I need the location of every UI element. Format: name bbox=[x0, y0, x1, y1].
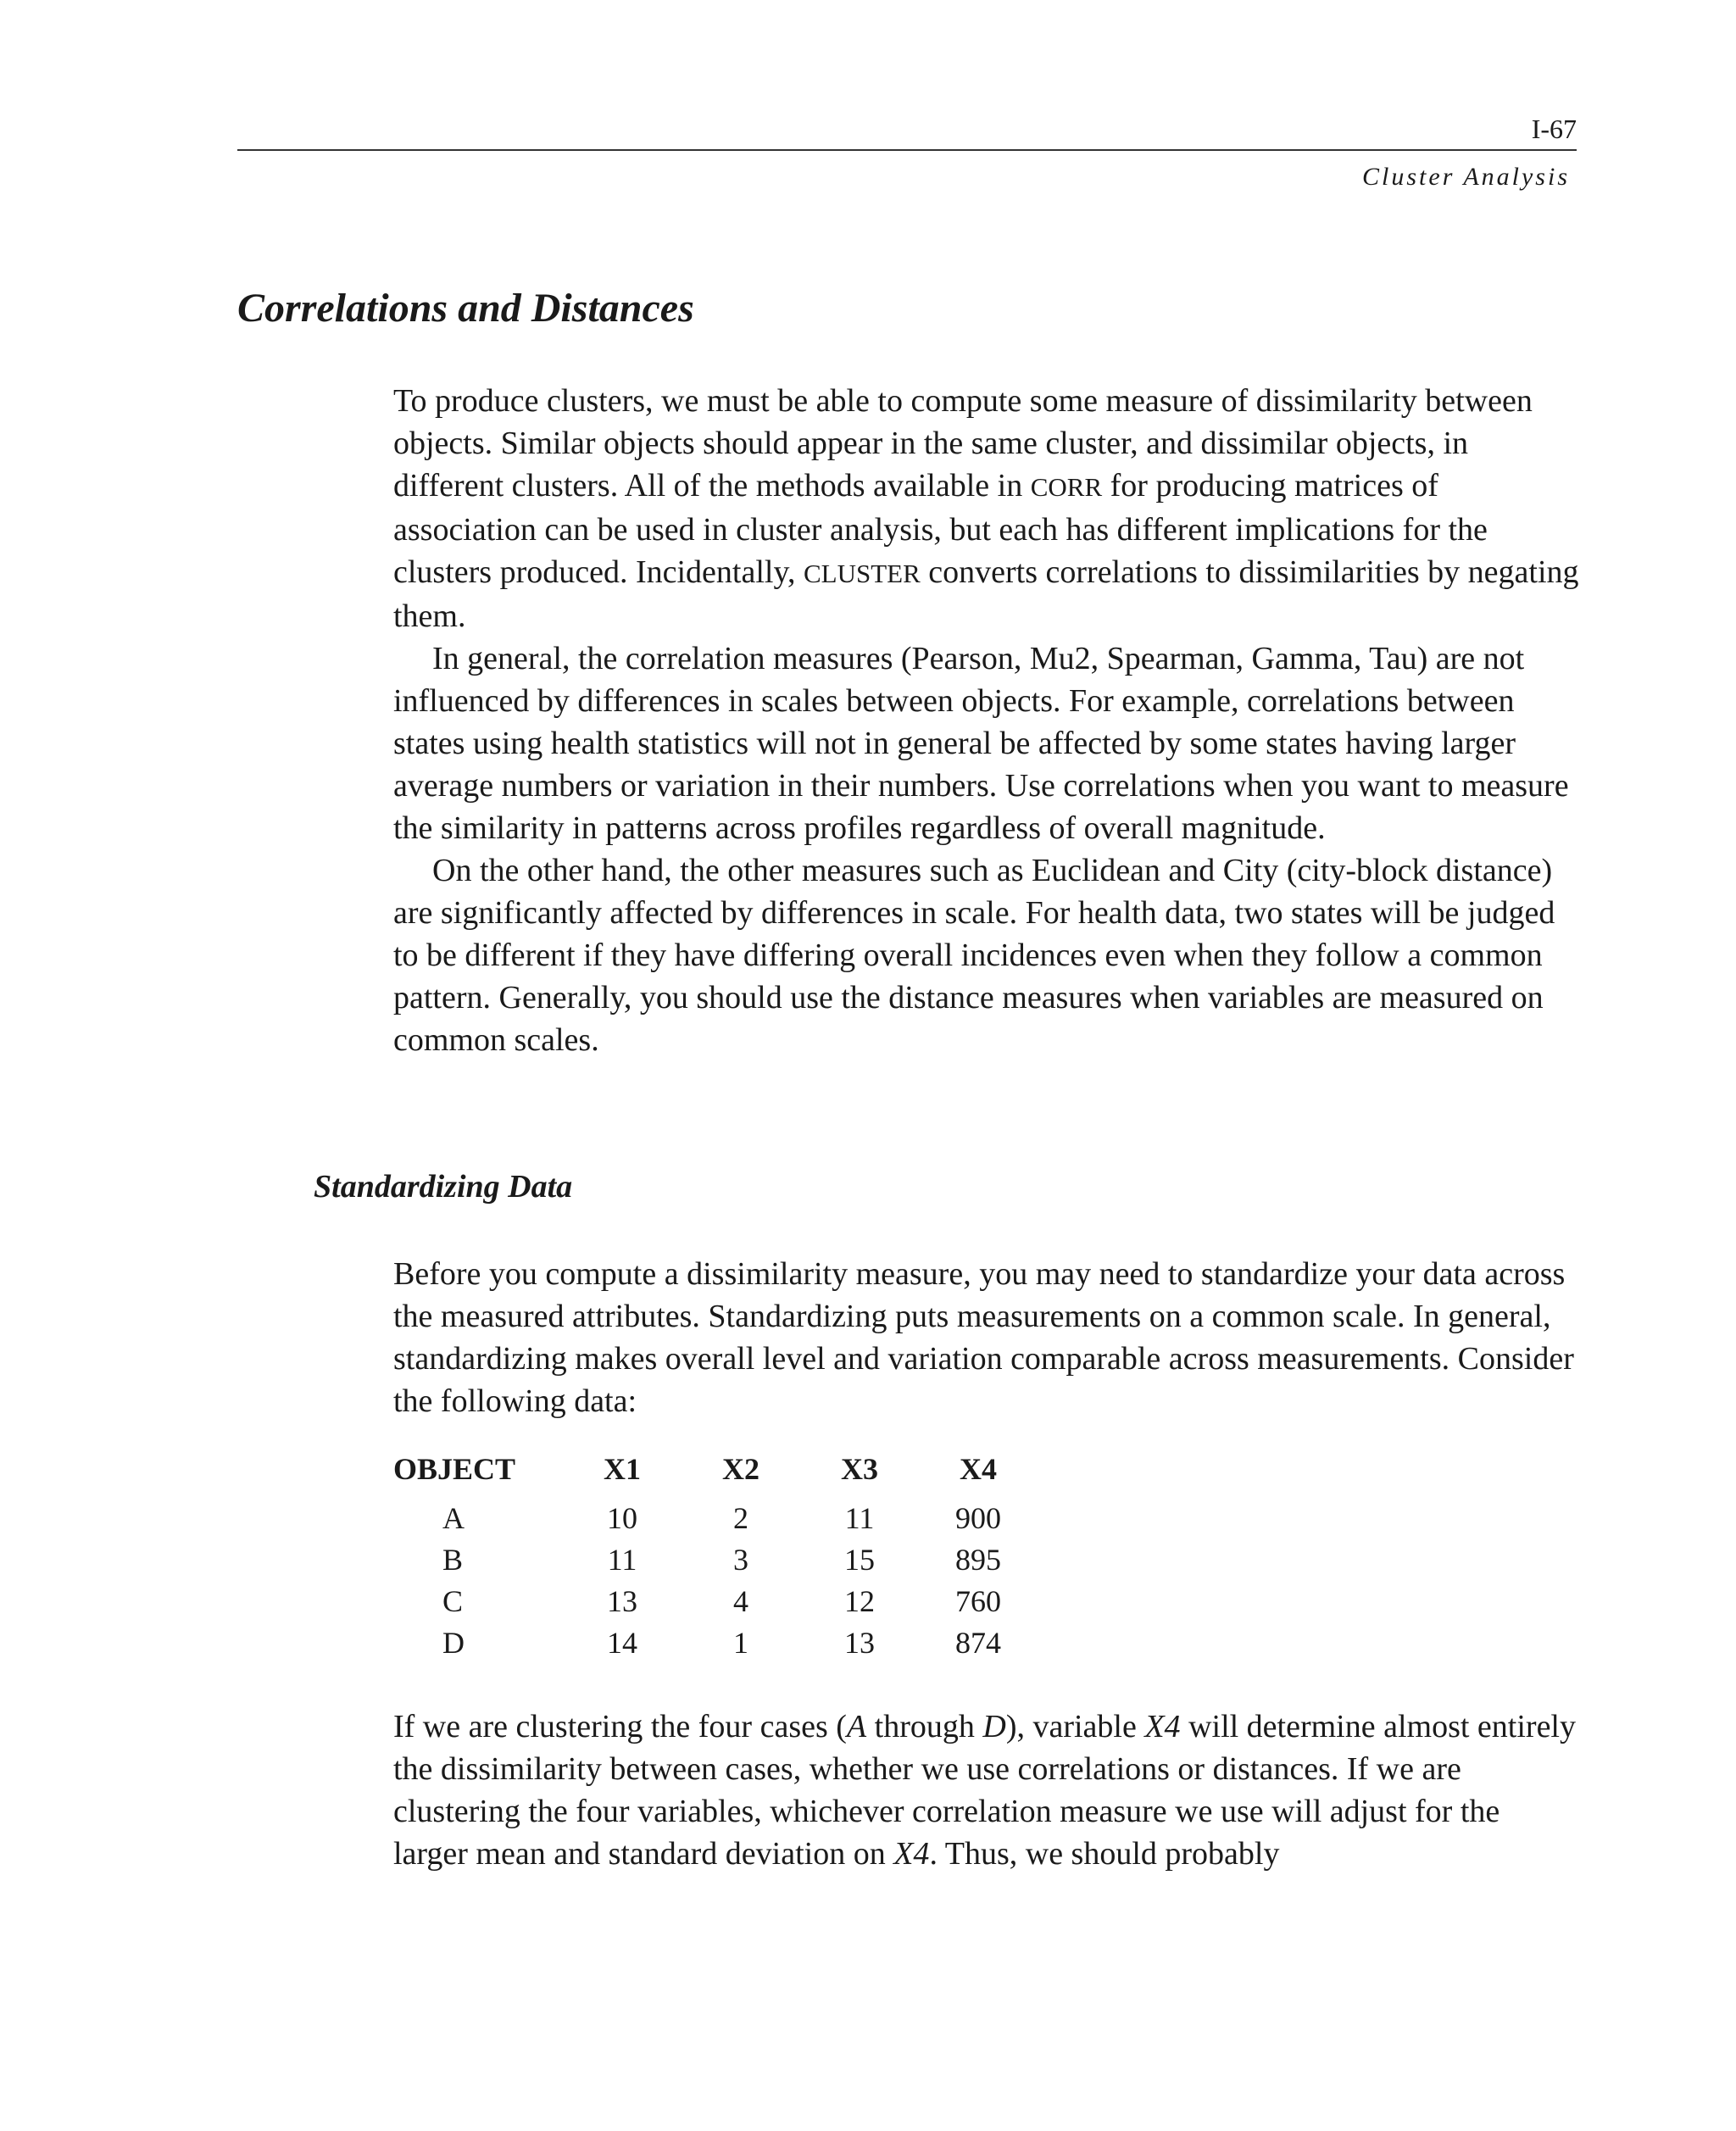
command-corr: CORR bbox=[1030, 472, 1103, 502]
table-cell: 11 bbox=[844, 1501, 875, 1535]
column-header-object: OBJECT bbox=[393, 1452, 516, 1486]
variable-x4-italic: X4 bbox=[893, 1836, 930, 1872]
table-cell: B bbox=[442, 1543, 464, 1577]
table-cell: 12 bbox=[844, 1584, 875, 1618]
section-title: Correlations and Distances bbox=[237, 286, 694, 331]
table-row bbox=[393, 1542, 1038, 1583]
paragraph-distances: On the other hand, the other measures such as Euclidean and City (city-block distance) are significantly affected by differences in scale. For health data, two states will be judged to be different if they have differing overall incidences even when they follow a common pattern. Generally, you should use the distance measures when variables are measured on common scales. bbox=[393, 853, 1555, 1058]
table-cell: 13 bbox=[844, 1626, 875, 1660]
column-header-x1: X1 bbox=[604, 1452, 641, 1486]
table-cell: 900 bbox=[955, 1501, 1001, 1535]
paragraph-clustering: If we are clustering the four cases (A through D), variable X4 will determine almost entirely the dissimilarity between cases, whether we use correlations or distances. If we are clustering the four variables, whichever correlation measure we use will adjust for the larger mean and standard deviation on X4. Thus, we should probably bbox=[393, 1709, 1576, 1872]
case-d-italic: D bbox=[982, 1709, 1006, 1744]
table-cell: 13 bbox=[607, 1584, 637, 1618]
paragraph-correlations: In general, the correlation measures (Pearson, Mu2, Spearman, Gamma, Tau) are not influenced by differences in scales between objects. For example, correlations between states using health statistics will not in general be affected by some states having larger average numbers or variation in their numbers. Use correlations when you want to measure the similarity in patterns across profiles regardless of overall magnitude. bbox=[393, 641, 1569, 846]
standardizing-intro bbox=[393, 1253, 1580, 1422]
table-row bbox=[393, 1583, 1038, 1625]
table-cell: 10 bbox=[607, 1501, 637, 1535]
table-row bbox=[393, 1625, 1038, 1666]
paragraph-intro: To produce clusters, we must be able to compute some measure of dissimilarity between objects. Similar objects should appear in the same cluster, and dissimilar objects, in different clusters. All of the methods available in CORR for producing matrices of association can be used in cluster analysis, but each has different implications for the clusters produced. Incidentally, CLUSTER converts correlations to dissimilarities by negating them. bbox=[393, 383, 1579, 634]
section-body bbox=[393, 380, 1580, 1061]
table-cell: C bbox=[442, 1584, 464, 1618]
table-cell: 15 bbox=[844, 1543, 875, 1577]
data-table bbox=[393, 1451, 1038, 1666]
table-cell: 874 bbox=[955, 1626, 1001, 1660]
command-cluster: CLUSTER bbox=[803, 559, 921, 588]
table-cell: 3 bbox=[733, 1543, 748, 1577]
column-header-x4: X4 bbox=[960, 1452, 997, 1486]
table-cell: 4 bbox=[733, 1584, 748, 1618]
table-header-row bbox=[393, 1451, 1038, 1500]
column-header-x2: X2 bbox=[722, 1452, 760, 1486]
subsection-title: Standardizing Data bbox=[314, 1169, 573, 1205]
running-head: Cluster Analysis bbox=[1362, 163, 1570, 191]
variable-x4-italic: X4 bbox=[1144, 1709, 1181, 1744]
table-cell: 760 bbox=[955, 1584, 1001, 1618]
column-header-x3: X3 bbox=[841, 1452, 878, 1486]
table-cell: 1 bbox=[733, 1626, 748, 1660]
table-cell: A bbox=[442, 1501, 465, 1535]
case-a-italic: A bbox=[846, 1709, 867, 1744]
table-row bbox=[393, 1500, 1038, 1542]
table-cell: D bbox=[442, 1626, 465, 1660]
table-cell: 14 bbox=[607, 1626, 637, 1660]
table-cell: 11 bbox=[607, 1543, 637, 1577]
page-number: I-67 bbox=[1531, 114, 1577, 144]
table-cell: 895 bbox=[955, 1543, 1001, 1577]
clustering-discussion bbox=[393, 1705, 1580, 1875]
table-cell: 2 bbox=[733, 1501, 748, 1535]
paragraph-standardizing: Before you compute a dissimilarity measure, you may need to standardize your data across the measured attributes. Standardizing puts measurements on a common scale. In general, standardizing makes overall level and variation comparable across measurements. Consider the following data: bbox=[393, 1256, 1574, 1419]
header-rule bbox=[237, 149, 1577, 151]
